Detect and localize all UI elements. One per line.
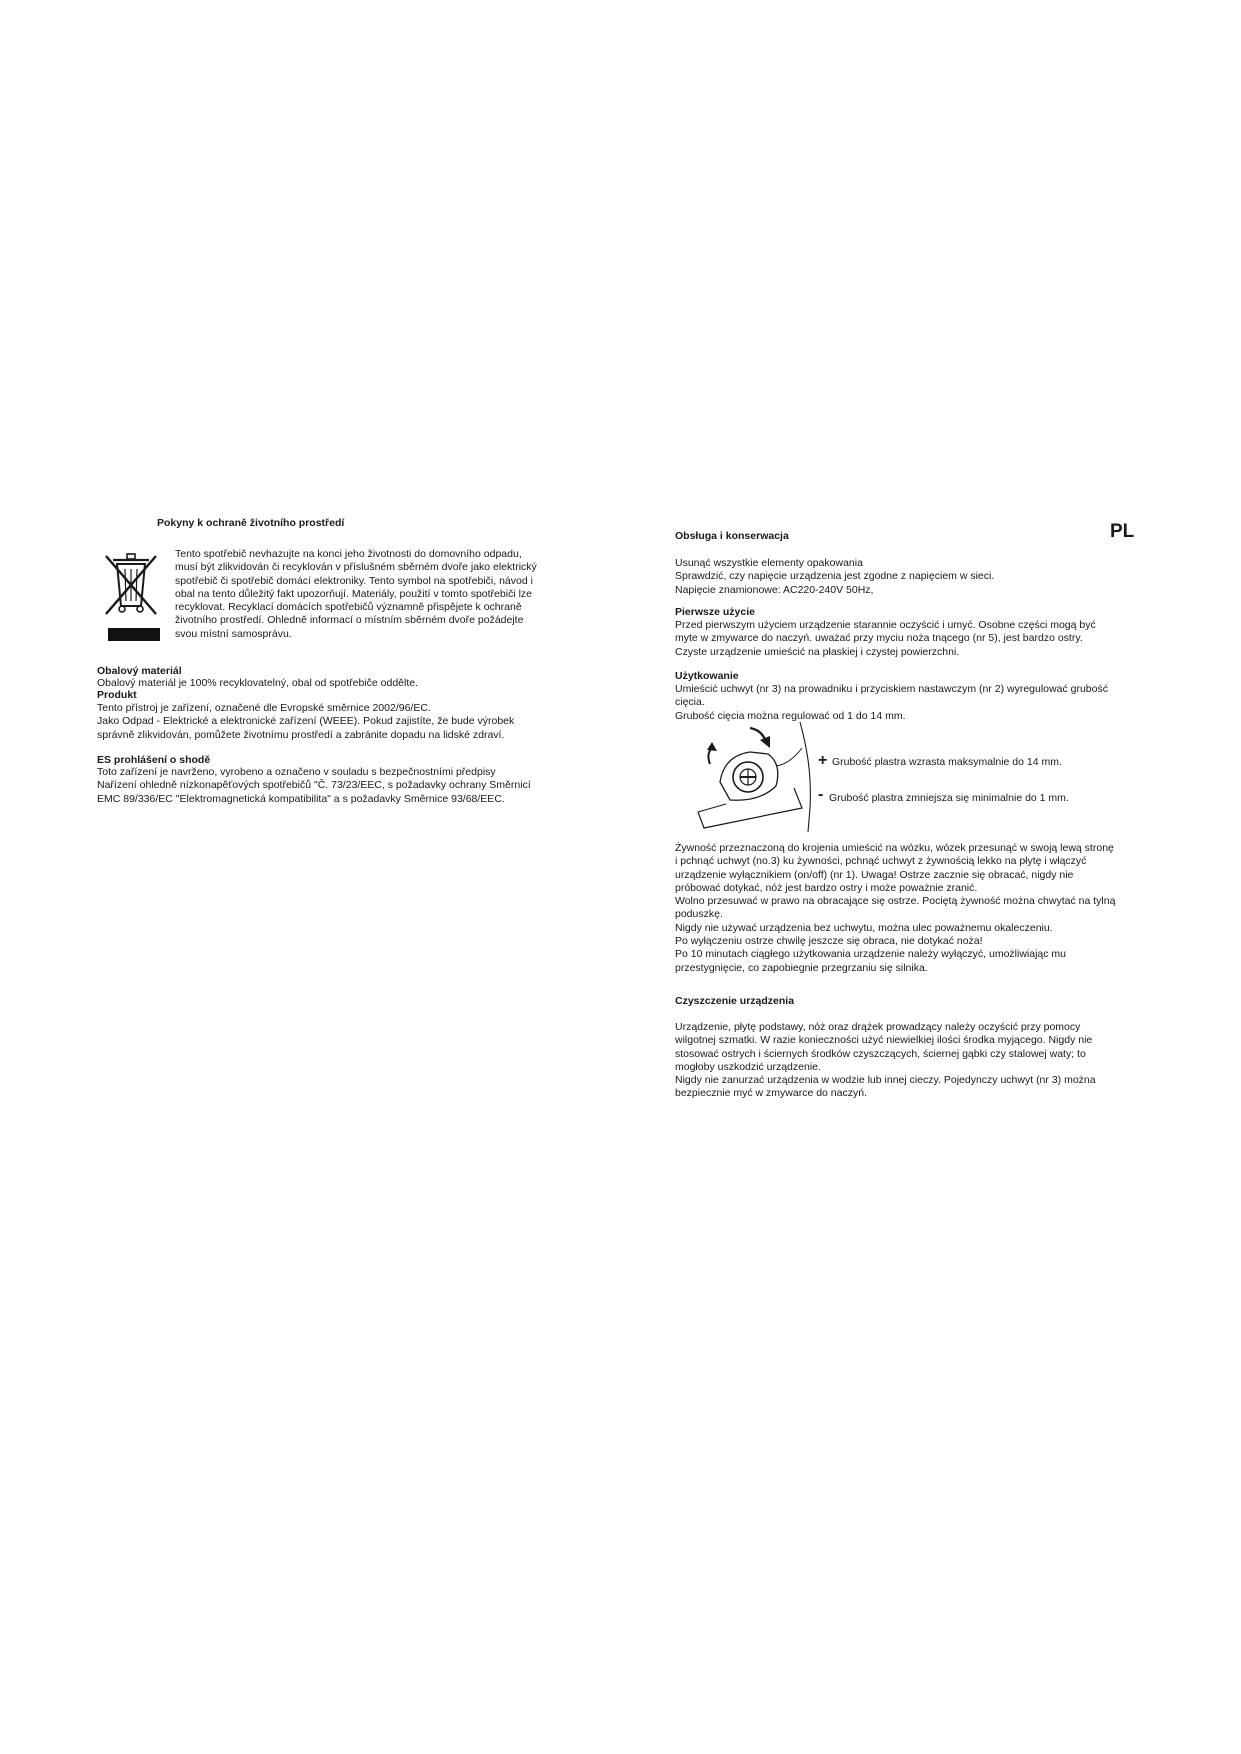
- conformity-title: ES prohlášení o shodě: [97, 754, 211, 766]
- cleaning-text: Urządzenie, płytę podstawy, nóż oraz drążek prowadzący należy oczyścić przy pomocy wilgotnej szmatki. W razie konieczności użyć niewielkiej ilości środka myjącego. Nigdy nie stosować ostrych i ściernych środków czyszczących, ściernej gąbki czy stalowej waty; to mogłoby uszkodzić urządzenie. Nigdy nie zanurzać urządzenia w wodzie lub innej cieczy. Pojedynczy uchwyt (nr 3) można bezpiecznie myć w zmywarce do naczyń.: [675, 1021, 1096, 1100]
- env-text: Tento spotřebič nevhazujte na konci jeho životnosti do domovního odpadu, musí být zlikvidován či recyklován v příslušném sběrném dvoře jako elektrický spotřebič či spotřebič domácí elektroniky. Tento symbol na spotřebiči, návod i obal na tento důležitý fakt upozorňují. Materiály, použití v tomto spotřebiči lze recyklovat. Recyklací domácích spotřebičů významně přispějete k ochraně životního prostředí. Ohledně informací o místním sběrném dvoře požádejte svou místní samosprávu.: [175, 548, 537, 640]
- service-title: Obsługa i konserwacja: [675, 530, 789, 542]
- product-text: Tento přístroj je zařízení, označené dle Evropské směrnice 2002/96/EC. Jako Odpad - Elektrické a elektronické zařízení (WEEE). Pokud zajistíte, že bude výrobek správně zlikvidován, pomůžete životnímu prostředí a zabránite dopadu na lidské zdraví.: [97, 702, 515, 741]
- packaging-text: Obalový materiál je 100% recyklovatelný, obal od spotřebiče oddělte.: [97, 677, 419, 689]
- env-title: Pokyny k ochraně životního prostředí: [157, 517, 345, 529]
- weee-crossed-bin-icon: [98, 548, 164, 649]
- service-text: Usunąć wszystkie elementy opakowania Sprawdzić, czy napięcie urządzenia jest zgodne z napięciem w sieci. Napięcie znamionowe: AC220-240V 50Hz,: [675, 557, 995, 596]
- operation-text: Żywność przeznaczoną do krojenia umieścić na wózku, wózek przesunąć w swoją lewą stronę i pchnąć uchwyt (no.3) ku żywności, pchnąć uchwyt z żywnością lekko na płytę i włączyć urządzenie wyłącznikiem (on/off) (nr 1). Uwaga! Ostrze zacznie się obracać, nigdy nie próbować dotykać, nóż jest bardzo ostry i może poważnie zranić. Wolno przesuwać w prawo na obracające się ostrze. Pociętą żywność można chwytać na tylną poduszkę. Nigdy nie używać urządzenia bez uchwytu, można ulec poważnemu okaleczeniu. Po wyłączeniu ostrze chwilę jeszcze się obraca, nie dotykać noża! Po 10 minutach ciągłego użytkowania urządzenie należy wyłączyć, umożliwiając mu przestygnięcie, co zapobiegnie przegrzaniu się silnika.: [675, 842, 1116, 974]
- thickness-knob-illustration: [690, 720, 815, 840]
- thickness-min-text: Grubość plastra zmniejsza się minimalnie do 1 mm.: [829, 792, 1069, 804]
- packaging-title: Obalový materiál: [97, 665, 182, 677]
- language-badge: PL: [1110, 521, 1135, 542]
- product-title: Produkt: [97, 689, 137, 701]
- cleaning-title: Czyszczenie urządzenia: [675, 995, 795, 1007]
- minus-sign: -: [818, 786, 824, 803]
- first-use-text: Przed pierwszym użyciem urządzenie starannie oczyścić i umyć. Osobne części mogą być myte w zmywarce do naczyń. uważać przy myciu noża tnącego (nr 5), jest bardzo ostry. Czyste urządzenie umieścić na płaskiej i czystej powierzchni.: [675, 619, 1096, 658]
- first-use-title: Pierwsze użycie: [675, 606, 755, 618]
- usage-title: Użytkowanie: [675, 670, 739, 682]
- usage-text: Umieścić uchwyt (nr 3) na prowadniku i przyciskiem nastawczym (nr 2) wyregulować grubość cięcia. Grubość cięcia można regulować od 1 do 14 mm.: [675, 683, 1108, 722]
- thickness-max-text: Grubość plastra wzrasta maksymalnie do 14 mm.: [832, 756, 1062, 768]
- conformity-text: Toto zařízení je navrženo, vyrobeno a označeno v souladu s bezpečnostními předpisy Nařízení ohledně nízkonapěťových spotřebičů "Č. 73/23/EEC, s požadavky ochrany Směrnicí EMC 89/336/EC "Elektromagnetická kompatibilita" a s požadavky Směrnice 93/68/EEC.: [97, 766, 531, 805]
- plus-sign: +: [818, 752, 828, 769]
